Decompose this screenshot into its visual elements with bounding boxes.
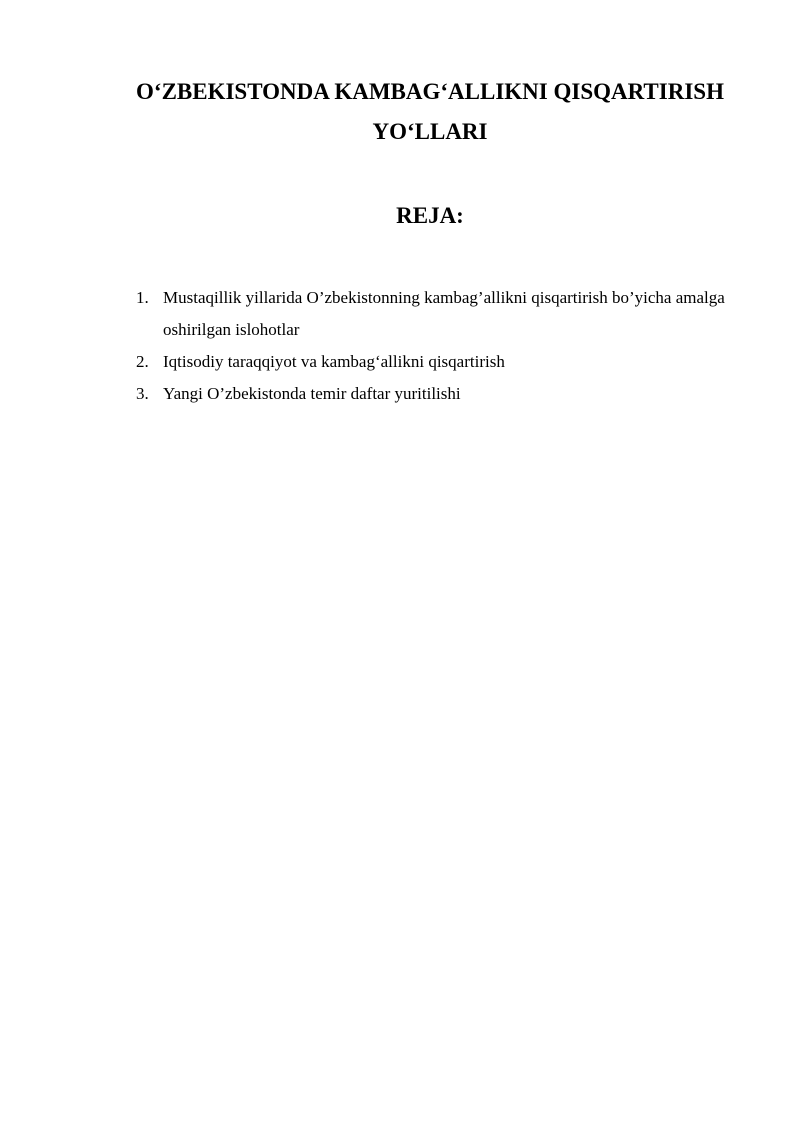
document-title-line-1: O‘ZBEKISTONDA KAMBAG‘ALLIKNI QISQARTIRISH	[136, 79, 724, 104]
plan-heading: REJA:	[396, 203, 464, 228]
plan-item-3	[136, 378, 756, 410]
plan-list	[136, 282, 756, 410]
document-title-line-2: YO‘LLARI	[372, 119, 488, 144]
plan-item-number: 1.	[136, 288, 149, 307]
plan-item-text: Mustaqillik yillarida O’zbekistonning kambag’allikni qisqartirish bo’yicha amalga oshirilgan islohotlar	[163, 288, 725, 339]
plan-item-text: Iqtisodiy taraqqiyot va kambag‘allikni qisqartirish	[163, 352, 505, 371]
plan-item-1	[136, 282, 756, 346]
plan-item-number: 3.	[136, 384, 149, 403]
plan-item-number: 2.	[136, 352, 149, 371]
plan-item-text: Yangi O’zbekistonda temir daftar yuritilishi	[163, 384, 461, 403]
plan-item-2	[136, 346, 756, 378]
